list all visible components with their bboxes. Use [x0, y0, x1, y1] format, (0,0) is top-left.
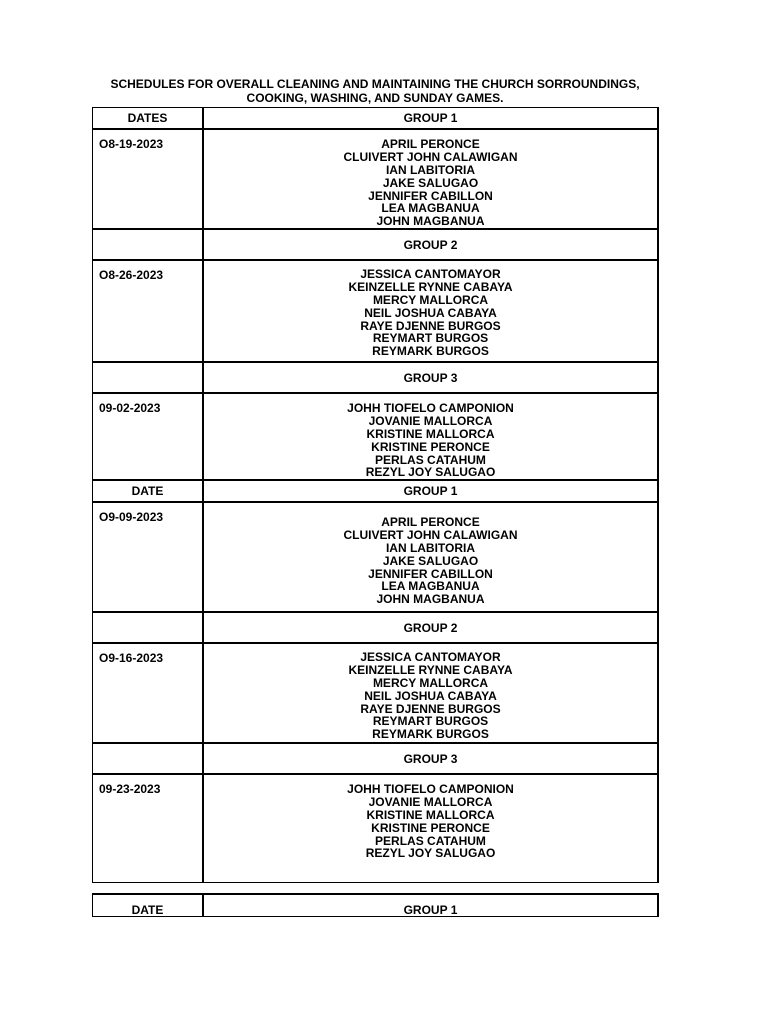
table-row	[93, 644, 657, 744]
date-header: DATE	[93, 895, 204, 916]
member-name: CLUIVERT JOHN CALAWIGAN	[343, 149, 518, 164]
member-name: REYMARK BURGOS	[372, 727, 489, 742]
member-name: CLUIVERT JOHN CALAWIGAN	[343, 527, 518, 542]
member-name: REZYL JOY SALUGAO	[365, 846, 496, 861]
group1-header: GROUP 1	[403, 111, 458, 125]
group2-members	[204, 268, 657, 358]
member-name: PERLAS CATAHUM	[375, 833, 486, 848]
member-name: JOHH TIOFELO CAMPONION	[347, 782, 514, 796]
member-name: NEIL JOSHUA CABAYA	[364, 305, 497, 320]
table-row	[93, 130, 657, 230]
member-name: REYMART BURGOS	[372, 714, 489, 729]
group1-header: GROUP 1	[403, 902, 458, 917]
member-name: MERCY MALLORCA	[372, 675, 489, 690]
member-name: REYMART BURGOS	[372, 331, 489, 346]
member-name: JOHH TIOFELO CAMPONION	[347, 401, 514, 415]
member-name: KRISTINE PERONCE	[371, 820, 490, 835]
group1-members	[204, 516, 657, 606]
dates-header: DATES	[93, 108, 204, 128]
table-row	[93, 394, 657, 481]
group3-label: GROUP 3	[403, 751, 458, 766]
member-name: REYMARK BURGOS	[372, 344, 489, 359]
title-line-1: SCHEDULES FOR OVERALL CLEANING AND MAINTAINING THE CHURCH SORROUNDINGS,	[110, 77, 640, 91]
group1-header: GROUP 1	[403, 484, 458, 498]
member-name: JENNIFER CABILLON	[368, 566, 493, 581]
continuation-table	[92, 893, 659, 917]
member-name: KRISTINE MALLORCA	[366, 807, 495, 822]
member-name: JOVANIE MALLORCA	[368, 794, 493, 809]
group2-label: GROUP 2	[403, 620, 458, 635]
member-name: RAYE DJENNE BURGOS	[360, 701, 501, 716]
member-name: JOHN MAGBANUA	[376, 592, 485, 607]
member-name: IAN LABITORIA	[385, 162, 476, 177]
date-header: DATE	[93, 481, 204, 501]
group3-members	[204, 402, 657, 479]
member-name: LEA MAGBANUA	[381, 201, 480, 216]
table-row	[93, 363, 657, 394]
table-row	[93, 230, 657, 261]
date-cell: O8-19-2023	[99, 137, 164, 151]
document-title	[92, 77, 658, 105]
group1-members	[204, 138, 657, 228]
group3-label: GROUP 3	[403, 370, 458, 385]
member-name: KEINZELLE RYNNE CABAYA	[348, 279, 513, 294]
member-name: RAYE DJENNE BURGOS	[360, 318, 501, 333]
member-name: KEINZELLE RYNNE CABAYA	[348, 662, 513, 677]
table-header	[93, 895, 657, 916]
table-header	[93, 481, 657, 503]
table-row	[93, 775, 657, 882]
table-row	[93, 261, 657, 363]
member-name: LEA MAGBANUA	[381, 579, 480, 594]
member-name: REZYL JOY SALUGAO	[365, 465, 496, 480]
member-name: JOVANIE MALLORCA	[368, 413, 493, 428]
member-name: JESSICA CANTOMAYOR	[360, 650, 501, 664]
member-name: JENNIFER CABILLON	[368, 188, 493, 203]
member-name: JESSICA CANTOMAYOR	[360, 267, 501, 281]
group2-members	[204, 651, 657, 741]
member-name: NEIL JOSHUA CABAYA	[364, 688, 497, 703]
date-cell: 09-02-2023	[99, 401, 161, 415]
title-line-2: COOKING, WASHING, AND SUNDAY GAMES.	[246, 91, 504, 105]
group2-label: GROUP 2	[403, 237, 458, 252]
member-name: IAN LABITORIA	[385, 540, 476, 555]
schedule-table	[92, 107, 659, 883]
member-name: MERCY MALLORCA	[372, 292, 489, 307]
member-name: KRISTINE PERONCE	[371, 439, 490, 454]
date-cell: O9-16-2023	[99, 651, 164, 665]
member-name: KRISTINE MALLORCA	[366, 426, 495, 441]
date-cell: O8-26-2023	[99, 268, 164, 282]
member-name: JAKE SALUGAO	[382, 553, 479, 568]
member-name: APRIL PERONCE	[381, 515, 480, 529]
date-cell: O9-09-2023	[99, 510, 164, 524]
table-row	[93, 503, 657, 613]
member-name: PERLAS CATAHUM	[375, 452, 486, 467]
table-row	[93, 613, 657, 644]
date-cell: 09-23-2023	[99, 782, 161, 796]
member-name: APRIL PERONCE	[381, 137, 480, 151]
group3-members	[204, 783, 657, 860]
table-row	[93, 744, 657, 775]
member-name: JAKE SALUGAO	[382, 175, 479, 190]
member-name: JOHN MAGBANUA	[376, 214, 485, 229]
table-header	[93, 108, 657, 130]
